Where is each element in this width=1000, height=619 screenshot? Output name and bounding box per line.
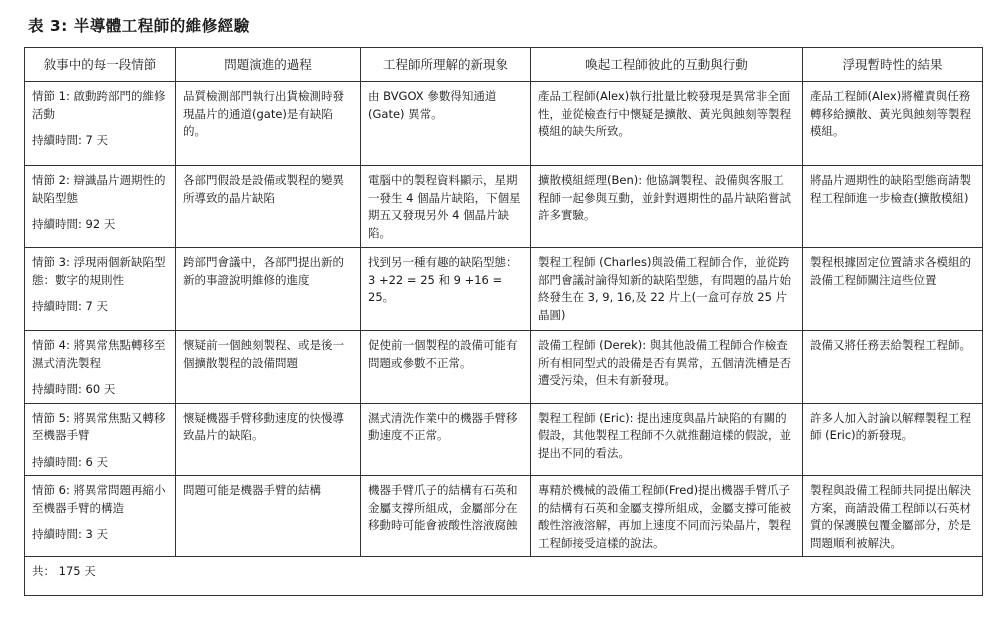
table-row <box>25 476 983 557</box>
header-phenomenon: 工程師所理解的新現象 <box>361 48 531 82</box>
header-row <box>25 48 983 82</box>
episode-duration: 持續時間: 3 天 <box>32 527 109 541</box>
phenomenon-cell: 濕式清洗作業中的機器手臂移動速度不正常。 <box>361 403 531 476</box>
episode-cell <box>25 248 176 331</box>
phenomenon-cell: 找到另一種有趣的缺陷型態：3 +22 = 25 和 9 +16 = 25。 <box>361 248 531 331</box>
table-row <box>25 82 983 166</box>
total-row <box>25 557 983 596</box>
header-interaction: 喚起工程師彼此的互動與行動 <box>531 48 803 82</box>
table-row <box>25 331 983 404</box>
episode-duration: 持續時間: 7 天 <box>32 299 109 313</box>
result-cell: 設備又將任務丟給製程工程師。 <box>803 331 983 404</box>
table-title: 表 3: 半導體工程師的維修經驗 <box>28 17 250 35</box>
process-cell: 品質檢測部門執行出貨檢測時發現晶片的通道(gate)是有缺陷的。 <box>176 82 361 166</box>
process-cell: 各部門假設是設備或製程的變異所導致的晶片缺陷 <box>176 166 361 248</box>
header-result: 浮現暫時性的結果 <box>803 48 983 82</box>
interaction-cell: 產品工程師(Alex)執行批量比較發現是異常非全面性，並從檢查行中懷疑是擴散、黃光與蝕刻等製程模組的缺失所致。 <box>531 82 803 166</box>
episode-cell <box>25 403 176 476</box>
episode-duration: 持續時間: 7 天 <box>32 133 109 147</box>
phenomenon-cell: 由 BVGOX 參數得知通道(Gate) 異常。 <box>361 82 531 166</box>
process-cell: 懷疑前一個蝕刻製程、或是後一個擴散製程的設備問題 <box>176 331 361 404</box>
episode-cell <box>25 166 176 248</box>
table-row <box>25 403 983 476</box>
table-row <box>25 166 983 248</box>
header-episode: 敘事中的每一段情節 <box>25 48 176 82</box>
episode-duration: 持續時間: 92 天 <box>32 217 116 231</box>
phenomenon-cell: 促使前一個製程的設備可能有問題或參數不正常。 <box>361 331 531 404</box>
interaction-cell: 製程工程師 (Eric): 提出速度與晶片缺陷的有關的假設，其他製程工程師不久就推翻這樣的假說，並提出不同的看法。 <box>531 403 803 476</box>
episode-cell <box>25 331 176 404</box>
process-cell: 懷疑機器手臂移動速度的快慢導致晶片的缺陷。 <box>176 403 361 476</box>
maintenance-experience-table <box>24 47 983 596</box>
episode-duration: 持續時間: 6 天 <box>32 454 109 469</box>
episode-title: 情節 6: 將異常問題再縮小至機器手臂的構造 <box>32 483 166 515</box>
process-cell: 問題可能是機器手臂的結構 <box>176 476 361 557</box>
result-cell: 製程根據固定位置請求各模組的設備工程師關注這些位置 <box>803 248 983 331</box>
episode-title: 情節 3: 浮現兩個新缺陷型態：數字的規則性 <box>32 255 166 287</box>
episode-title: 情節 1: 啟動跨部門的維修活動 <box>32 89 166 121</box>
episode-title: 情節 5: 將異常焦點又轉移至機器手臂 <box>32 410 166 442</box>
process-cell: 跨部門會議中，各部門提出新的新的事證說明維修的進度 <box>176 248 361 331</box>
interaction-cell: 擴散模組經理(Ben): 他協調製程、設備與客服工程師一起參與互動，並針對週期性的晶片缺陷嘗試許多實驗。 <box>531 166 803 248</box>
total-duration: 共： 175 天 <box>25 557 983 596</box>
episode-cell <box>25 476 176 557</box>
phenomenon-cell: 機器手臂爪子的結構有石英和金屬支撐所組成，金屬部分在移動時可能會被酸性溶液腐蝕 <box>361 476 531 557</box>
episode-title: 情節 2: 辯識晶片週期性的缺陷型態 <box>32 173 166 205</box>
interaction-cell: 製程工程師 (Charles)與設備工程師合作，並從跨部門會議討論得知新的缺陷型態，有問題的晶片始終發生在 3, 9, 16,及 22 片上(一盒可存放 25 片晶圓) <box>531 248 803 331</box>
result-cell: 將晶片週期性的缺陷型態商請製程工程師進一步檢查(擴散模組) <box>803 166 983 248</box>
episode-duration: 持續時間: 60 天 <box>32 382 116 396</box>
interaction-cell: 專精於機械的設備工程師(Fred)提出機器手臂爪子的結構有石英和金屬支撐所組成，金屬支撐可能被酸性溶液溶解，再加上速度不同而污染晶片，製程工程師接受這樣的說法。 <box>531 476 803 557</box>
result-cell: 產品工程師(Alex)將權責與任務轉移給擴散、黃光與蝕刻等製程模組。 <box>803 82 983 166</box>
episode-title: 情節 4: 將異常焦點轉移至濕式清洗製程 <box>32 338 166 370</box>
table-row <box>25 248 983 331</box>
episode-cell <box>25 82 176 166</box>
header-process: 問題演進的過程 <box>176 48 361 82</box>
result-cell: 許多人加入討論以解釋製程工程師 (Eric)的新發現。 <box>803 403 983 476</box>
interaction-cell: 設備工程師 (Derek): 與其他設備工程師合作檢查所有相同型式的設備是否有異常，五個清洗槽是否遭受污染，但未有新發現。 <box>531 331 803 404</box>
phenomenon-cell: 電腦中的製程資料顯示，星期一發生 4 個晶片缺陷，下個星期五又發現另外 4 個晶片缺陷。 <box>361 166 531 248</box>
result-cell: 製程與設備工程師共同提出解決方案，商請設備工程師以石英材質的保護膜包覆金屬部分，於是問題順利被解決。 <box>803 476 983 557</box>
